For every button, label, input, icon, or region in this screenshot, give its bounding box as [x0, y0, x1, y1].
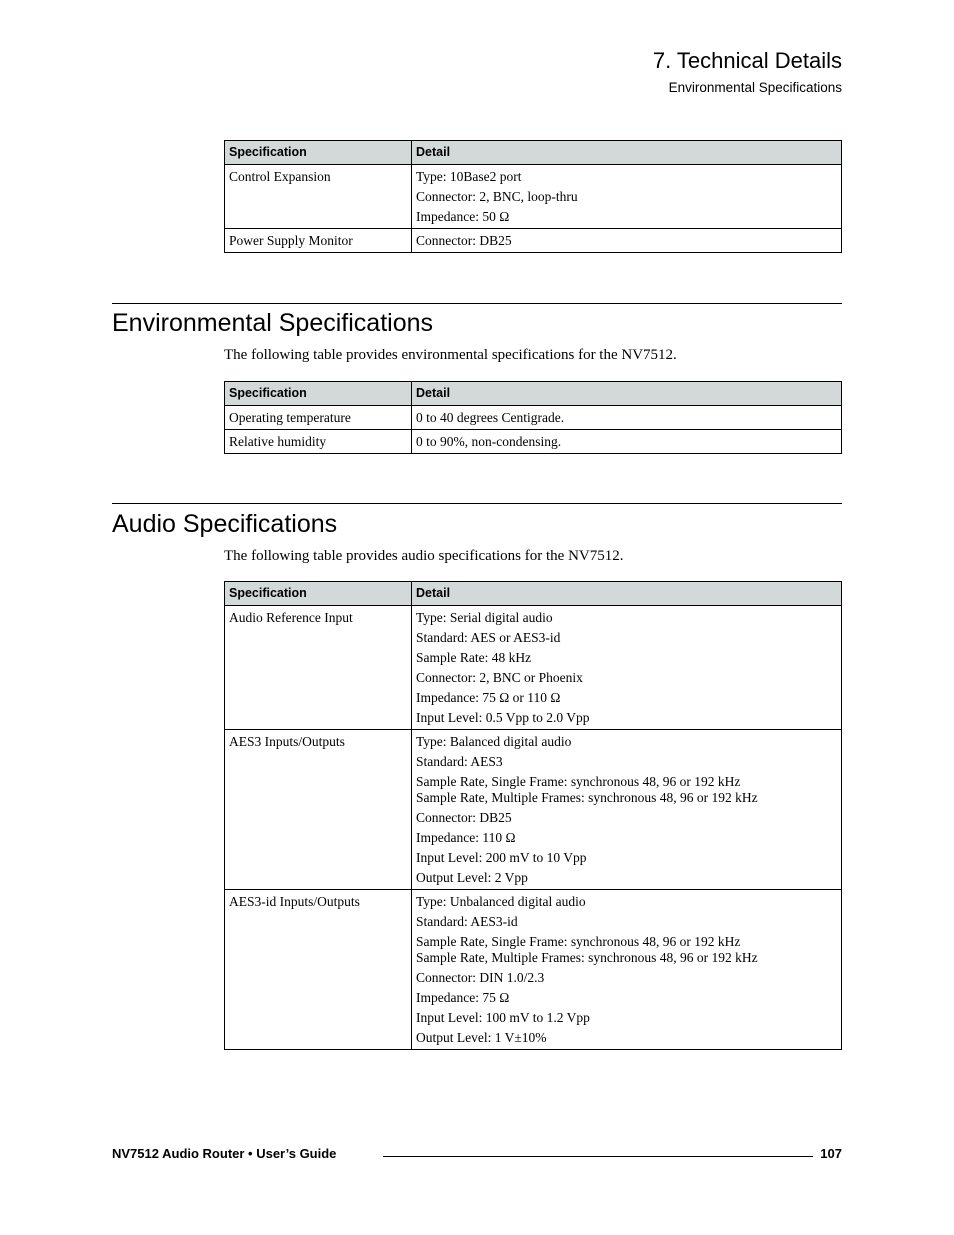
detail-line: Type: 10Base2 port: [416, 169, 522, 184]
detail-line: Type: Balanced digital audio: [416, 734, 572, 749]
detail-line: Sample Rate, Single Frame: synchronous 48, 96 or 192 kHz: [416, 934, 741, 949]
spec-cell: AES3 Inputs/Outputs: [225, 730, 412, 890]
detail-line: Type: Unbalanced digital audio: [416, 894, 586, 909]
page-number: 107: [820, 1146, 842, 1161]
detail-line: Impedance: 75 Ω: [416, 990, 510, 1005]
spec-cell: Audio Reference Input: [225, 606, 412, 730]
table-row: [225, 165, 842, 229]
detail-line: Connector: DB25: [416, 233, 512, 248]
detail-line: Sample Rate, Single Frame: synchronous 48, 96 or 192 kHz: [416, 774, 741, 789]
detail-line: Standard: AES3-id: [416, 914, 518, 929]
detail-line: Impedance: 75 Ω or 110 Ω: [416, 690, 561, 705]
spec-cell: Relative humidity: [225, 430, 412, 454]
detail-cell: [412, 229, 842, 253]
header-detail: Detail: [412, 582, 842, 606]
spec-cell: Power Supply Monitor: [225, 229, 412, 253]
footer-document-title: NV7512 Audio Router • User’s Guide: [112, 1146, 337, 1161]
detail-line: Output Level: 1 V±10%: [416, 1030, 547, 1045]
detail-line: Sample Rate, Multiple Frames: synchronous 48, 96 or 192 kHz: [416, 950, 758, 965]
detail-cell: [412, 165, 842, 229]
detail-line: Standard: AES or AES3-id: [416, 630, 561, 645]
detail-line: Sample Rate, Multiple Frames: synchronous 48, 96 or 192 kHz: [416, 790, 758, 805]
table-row: [225, 730, 842, 890]
footer-rule: [383, 1156, 813, 1157]
table-header-row: [225, 382, 842, 406]
detail-line: Input Level: 0.5 Vpp to 2.0 Vpp: [416, 710, 590, 725]
detail-line: Connector: DB25: [416, 810, 512, 825]
audio-intro: The following table provides audio specifications for the NV7512.: [224, 548, 624, 564]
header-specification: Specification: [225, 582, 412, 606]
detail-cell: [412, 406, 842, 430]
table-row: [225, 406, 842, 430]
header-specification: Specification: [225, 141, 412, 165]
top-spec-table: [224, 140, 842, 253]
table-row: [225, 606, 842, 730]
header-detail: Detail: [412, 382, 842, 406]
detail-line: Type: Serial digital audio: [416, 610, 553, 625]
table-header-row: [225, 582, 842, 606]
header-specification: Specification: [225, 382, 412, 406]
detail-line: 0 to 40 degrees Centigrade.: [416, 410, 565, 425]
detail-cell: [412, 730, 842, 890]
section-divider: [112, 303, 842, 304]
detail-line: Sample Rate: 48 kHz: [416, 650, 532, 665]
chapter-section-name: Environmental Specifications: [668, 80, 842, 95]
environmental-section-title: Environmental Specifications: [112, 309, 433, 337]
detail-line: Connector: 2, BNC or Phoenix: [416, 670, 583, 685]
audio-section-title: Audio Specifications: [112, 510, 338, 538]
detail-line: Standard: AES3: [416, 754, 503, 769]
detail-cell: [412, 430, 842, 454]
audio-spec-table: [224, 581, 842, 1050]
section-divider: [112, 503, 842, 504]
detail-line: Connector: DIN 1.0/2.3: [416, 970, 545, 985]
environmental-spec-table: [224, 381, 842, 454]
spec-cell: Control Expansion: [225, 165, 412, 229]
table-row: [225, 430, 842, 454]
detail-line: 0 to 90%, non-condensing.: [416, 434, 562, 449]
spec-cell: Operating temperature: [225, 406, 412, 430]
detail-line: Output Level: 2 Vpp: [416, 870, 528, 885]
detail-cell: [412, 890, 842, 1050]
table-row: [225, 890, 842, 1050]
chapter-title: 7. Technical Details: [652, 48, 842, 73]
detail-line: Input Level: 200 mV to 10 Vpp: [416, 850, 587, 865]
detail-line: Impedance: 110 Ω: [416, 830, 516, 845]
table-row: [225, 229, 842, 253]
detail-line: Input Level: 100 mV to 1.2 Vpp: [416, 1010, 590, 1025]
table-header-row: [225, 141, 842, 165]
detail-line: Connector: 2, BNC, loop-thru: [416, 189, 578, 204]
spec-cell: AES3-id Inputs/Outputs: [225, 890, 412, 1050]
detail-cell: [412, 606, 842, 730]
environmental-intro: The following table provides environmental specifications for the NV7512.: [224, 347, 677, 363]
header-detail: Detail: [412, 141, 842, 165]
detail-line: Impedance: 50 Ω: [416, 209, 510, 224]
